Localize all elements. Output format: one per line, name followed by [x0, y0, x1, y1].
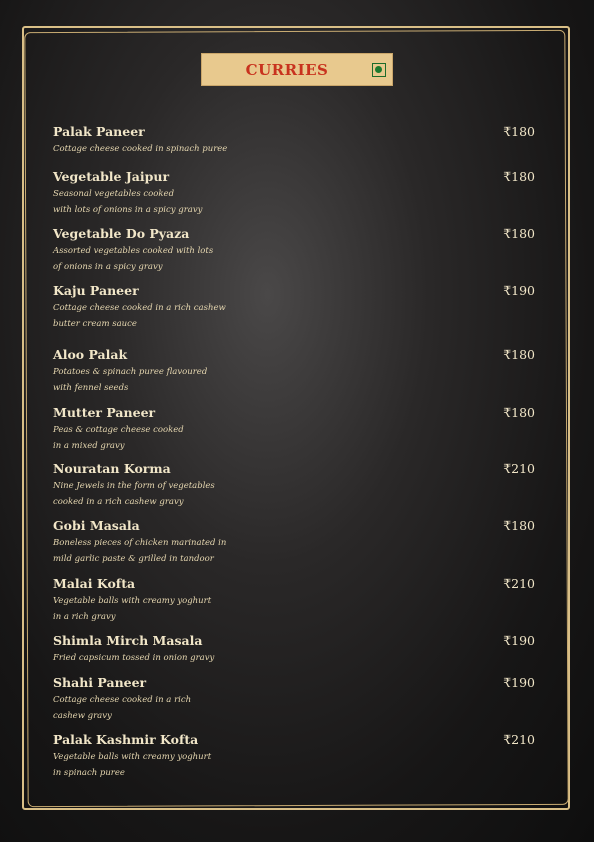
item-price: ₹180	[503, 518, 535, 533]
item-name: Malai Kofta	[53, 576, 136, 591]
item-price: ₹180	[503, 405, 535, 420]
item-name: Shimla Mirch Masala	[53, 633, 203, 648]
item-price: ₹210	[503, 576, 535, 591]
description-line: Nine Jewels in the form of vegetables	[53, 481, 215, 491]
description-line: Vegetable balls with creamy yoghurt	[53, 596, 212, 606]
description-line: Cottage cheese cooked in a rich	[53, 695, 192, 705]
description-line: cashew gravy	[53, 710, 112, 721]
description-line: Peas & cottage cheese cooked	[53, 425, 184, 435]
item-description	[53, 187, 243, 218]
description-line: in spinach puree	[53, 767, 125, 778]
description-line: Fried capsicum tossed in onion gravy	[53, 653, 215, 663]
description-line: Cottage cheese cooked in a rich cashew	[53, 303, 226, 313]
description-line: Boneless pieces of chicken marinated in	[53, 538, 227, 548]
item-description	[53, 365, 243, 396]
veg-symbol-icon	[372, 63, 386, 77]
item-price: ₹190	[503, 633, 535, 648]
item-name: Aloo Palak	[53, 347, 128, 362]
description-line: butter cream sauce	[53, 318, 137, 329]
item-price: ₹210	[503, 461, 535, 476]
item-price: ₹180	[503, 169, 535, 184]
item-price: ₹190	[503, 675, 535, 690]
description-line: Seasonal vegetables cooked	[53, 189, 175, 199]
item-name: Mutter Paneer	[53, 405, 156, 420]
item-name: Palak Paneer	[53, 124, 145, 139]
item-description	[53, 423, 243, 454]
description-line: of onions in a spicy gravy	[53, 261, 163, 272]
item-name: Nouratan Korma	[53, 461, 171, 476]
item-description	[53, 750, 243, 781]
description-line: Cottage cheese cooked in spinach puree	[53, 144, 228, 154]
item-name: Shahi Paneer	[53, 675, 147, 690]
section-header	[201, 53, 393, 86]
description-line: with lots of onions in a spicy gravy	[53, 204, 203, 215]
item-description	[53, 142, 243, 158]
item-description	[53, 536, 243, 567]
item-name: Gobi Masala	[53, 518, 140, 533]
item-description	[53, 479, 243, 510]
item-price: ₹180	[503, 347, 535, 362]
item-description	[53, 651, 243, 667]
description-line: cooked in a rich cashew gravy	[53, 496, 184, 507]
description-line: in a mixed gravy	[53, 440, 125, 451]
item-name: Kaju Paneer	[53, 283, 139, 298]
item-description	[53, 594, 243, 625]
description-line: mild garlic paste & grilled in tandoor	[53, 553, 214, 564]
section-title: CURRIES	[245, 61, 329, 79]
item-price: ₹180	[503, 124, 535, 139]
description-line: with fennel seeds	[53, 382, 129, 393]
description-line: Potatoes & spinach puree flavoured	[53, 367, 208, 377]
item-description	[53, 301, 243, 332]
item-name: Vegetable Do Pyaza	[53, 226, 190, 241]
description-line: Assorted vegetables cooked with lots	[53, 246, 214, 256]
item-price: ₹180	[503, 226, 535, 241]
item-description	[53, 244, 243, 275]
item-name: Vegetable Jaipur	[53, 169, 170, 184]
item-price: ₹210	[503, 732, 535, 747]
description-line: Vegetable balls with creamy yoghurt	[53, 752, 212, 762]
item-name: Palak Kashmir Kofta	[53, 732, 199, 747]
item-description	[53, 693, 243, 724]
description-line: in a rich gravy	[53, 611, 116, 622]
item-price: ₹190	[503, 283, 535, 298]
